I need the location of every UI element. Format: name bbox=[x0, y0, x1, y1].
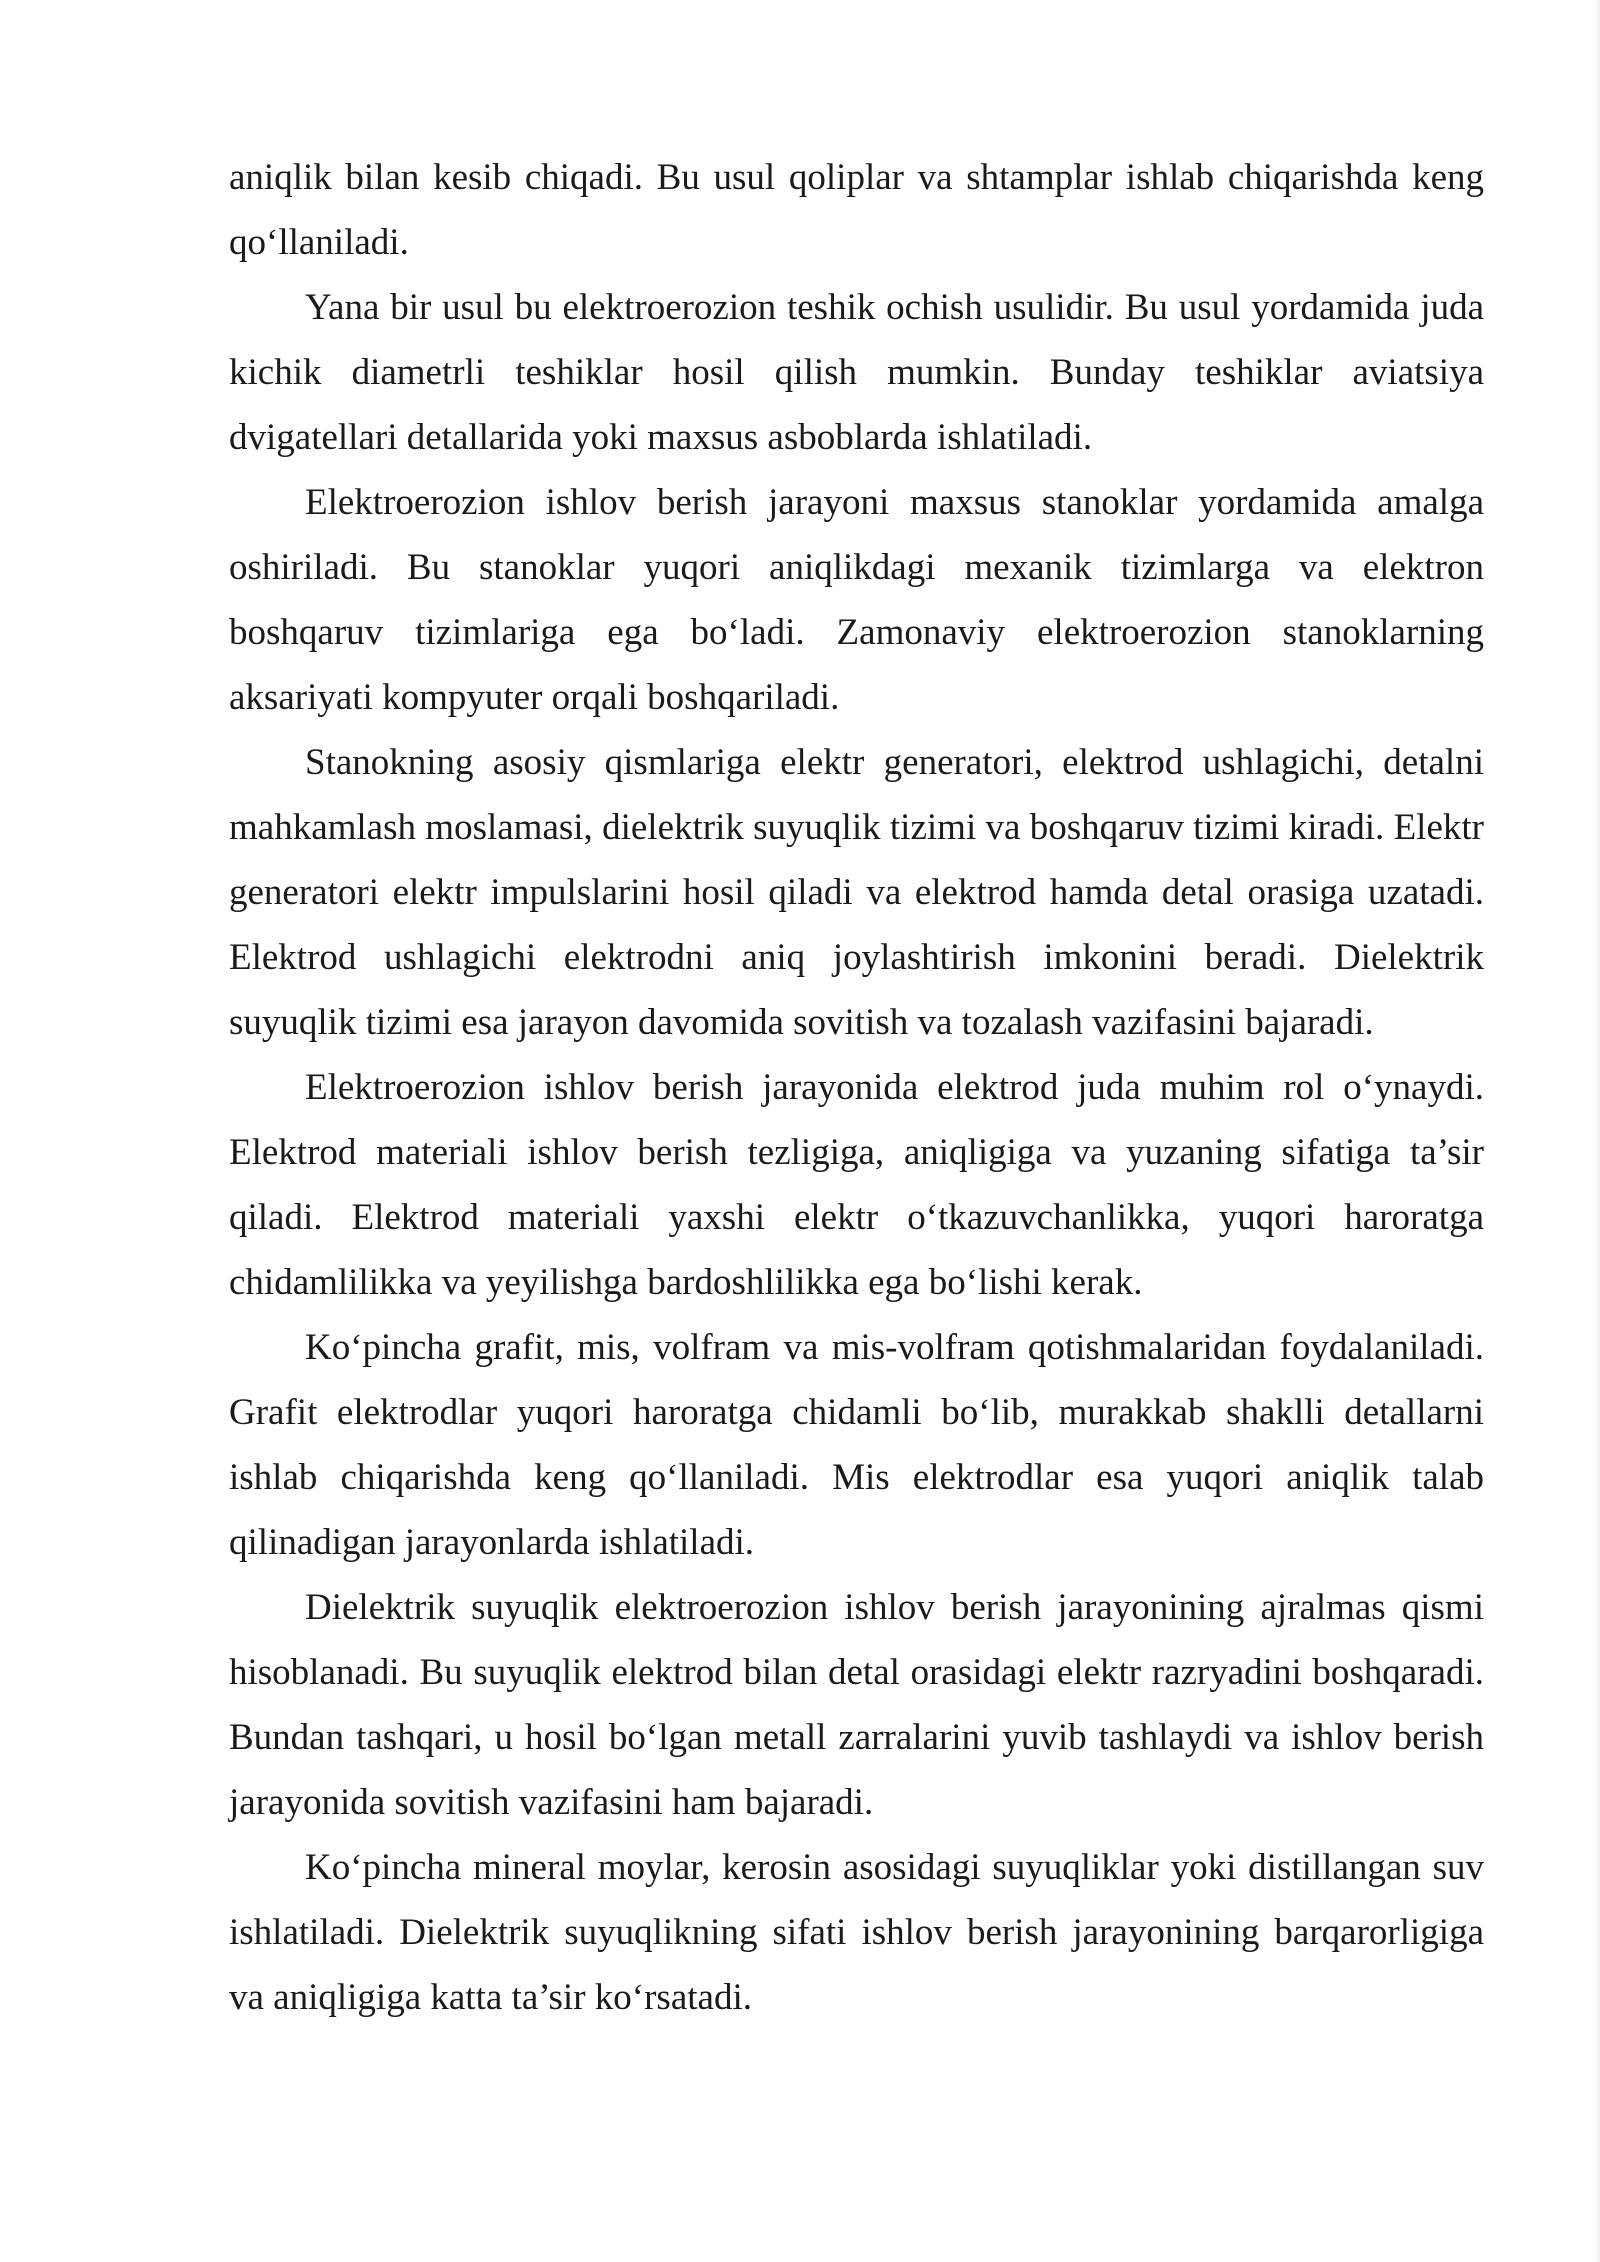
paragraph-teshik-ochish: Yana bir usul bu elektroerozion teshik ochish usulidir. Bu usul yordamida juda kichik diametrli teshiklar hosil qilish mumkin. Bunday teshiklar aviatsiya dvigatellari detallarida yoki maxsus asboblarda ishlatiladi. bbox=[229, 287, 1484, 458]
page-edge-shadow bbox=[1594, 0, 1600, 2262]
paragraph-continuation: aniqlik bilan kesib chiqadi. Bu usul qoliplar va shtamplar ishlab chiqarishda keng qo‘llaniladi. bbox=[229, 157, 1484, 263]
paragraph-elektrod-materiallari: Ko‘pincha grafit, mis, volfram va mis-volfram qotishmalaridan foydalaniladi. Grafit elektrodlar yuqori haroratga chidamli bo‘lib, murakkab shaklli detallarni ishlab chiqarishda keng qo‘llaniladi. Mis elektrodlar esa yuqori aniqlik talab qilinadigan jarayonlarda ishlatiladi. bbox=[229, 1327, 1484, 1563]
paragraph-stanoklar: Elektroerozion ishlov berish jarayoni maxsus stanoklar yordamida amalga oshiriladi. Bu stanoklar yuqori aniqlikdagi mexanik tizimlarga va elektron boshqaruv tizimlariga ega bo‘ladi. Zamonaviy elektroerozion stanoklarning aksariyati kompyuter orqali boshqariladi. bbox=[229, 482, 1484, 718]
paragraph-suyuqlik-turlari: Ko‘pincha mineral moylar, kerosin asosidagi suyuqliklar yoki distillangan suv ishlatiladi. Dielektrik suyuqlikning sifati ishlov berish jarayonining barqarorligiga va aniqligiga katta ta’sir ko‘rsatadi. bbox=[229, 1847, 1484, 2018]
paragraph-elektrod-roli: Elektroerozion ishlov berish jarayonida elektrod juda muhim rol o‘ynaydi. Elektrod materiali ishlov berish tezligiga, aniqligiga va yuzaning sifatiga ta’sir qiladi. Elektrod materiali yaxshi elektr o‘tkazuvchanlikka, yuqori haroratga chidamlilikka va yeyilishga bardoshlilikka ega bo‘lishi kerak. bbox=[229, 1067, 1484, 1303]
paragraph-dielektrik-suyuqlik: Dielektrik suyuqlik elektroerozion ishlov berish jarayonining ajralmas qismi hisoblanadi. Bu suyuqlik elektrod bilan detal orasidagi elektr razryadini boshqaradi. Bundan tashqari, u hosil bo‘lgan metall zarralarini yuvib tashlaydi va ishlov berish jarayonida sovitish vazifasini ham bajaradi. bbox=[229, 1587, 1484, 1823]
paragraph-stanok-qismlari: Stanokning asosiy qismlariga elektr generatori, elektrod ushlagichi, detalni mahkamlash moslamasi, dielektrik suyuqlik tizimi va boshqaruv tizimi kiradi. Elektr generatori elektr impulslarini hosil qiladi va elektrod hamda detal orasiga uzatadi. Elektrod ushlagichi elektrodni aniq joylashtirish imkonini beradi. Dielektrik suyuqlik tizimi esa jarayon davomida sovitish va tozalash vazifasini bajaradi. bbox=[229, 742, 1484, 1043]
document-body bbox=[229, 145, 1484, 2030]
